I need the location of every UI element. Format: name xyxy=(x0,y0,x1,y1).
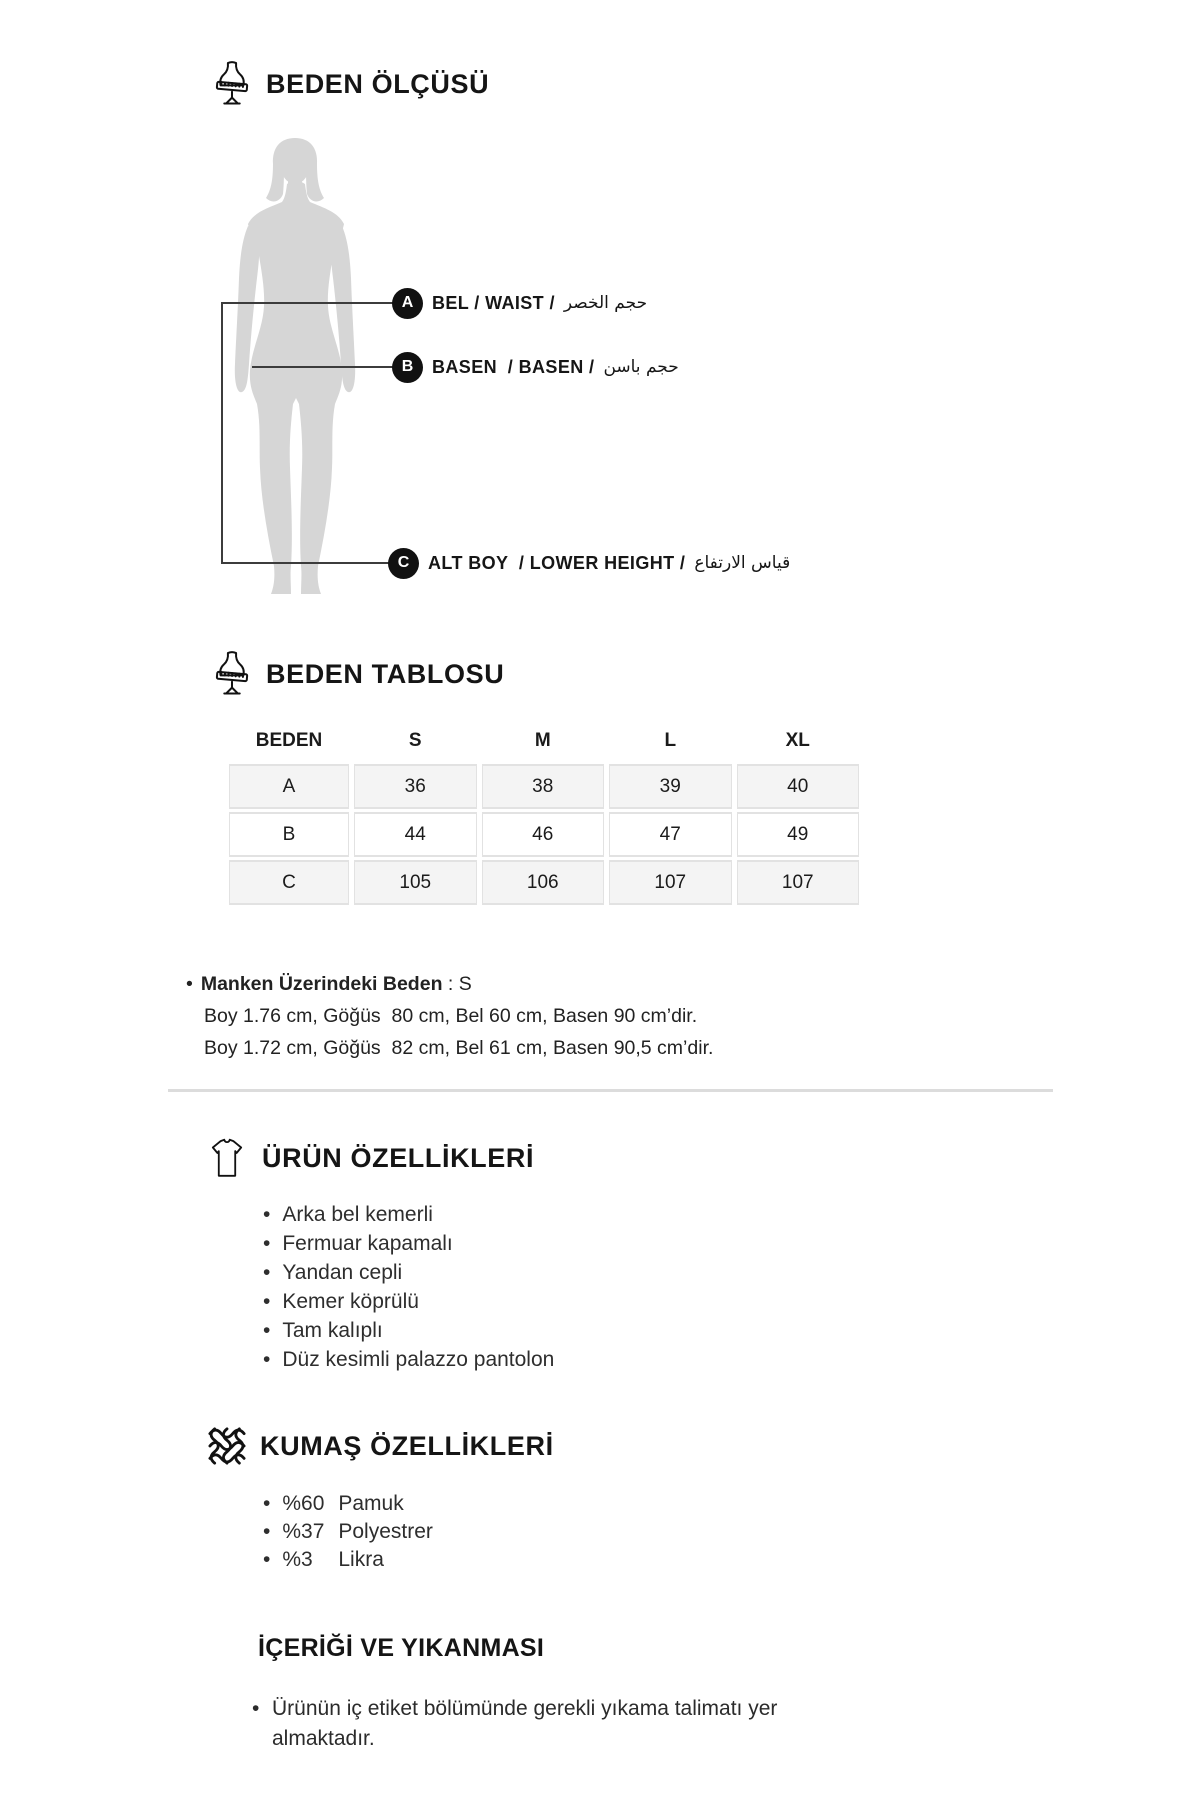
cell: 106 xyxy=(482,860,605,905)
cell: 105 xyxy=(354,860,477,905)
cell: 47 xyxy=(609,812,732,857)
measurement-label-waist xyxy=(392,287,647,319)
model-measurements-line: Boy 1.72 cm, Göğüs 82 cm, Bel 61 cm, Basen 90,5 cm’dir. xyxy=(204,1037,714,1059)
letter-badge-c: C xyxy=(388,548,419,579)
section-title: KUMAŞ ÖZELLİKLERİ xyxy=(260,1430,554,1461)
col-header: BEDEN xyxy=(229,721,349,761)
col-header: L xyxy=(609,721,732,761)
tshirt-icon xyxy=(206,1136,248,1180)
list-item xyxy=(263,1490,433,1518)
body-silhouette xyxy=(228,136,358,601)
fabric-weave-icon xyxy=(208,1426,246,1466)
size-table-heading xyxy=(212,650,504,698)
bracket-line xyxy=(221,302,223,564)
col-header: M xyxy=(482,721,605,761)
list-item xyxy=(263,1546,433,1574)
col-header: S xyxy=(354,721,477,761)
model-size-line: • Manken Üzerindeki Beden : S xyxy=(186,973,472,995)
measurement-label-lower-height xyxy=(388,547,790,579)
cell: 107 xyxy=(609,860,732,905)
model-size-label: Manken Üzerindeki Beden xyxy=(200,973,443,995)
fabric-percent: • %3 xyxy=(282,1548,313,1571)
fabric-features-list xyxy=(263,1490,433,1574)
model-size-value: : S xyxy=(442,973,472,995)
mannequin-icon xyxy=(212,60,252,108)
waist-line xyxy=(222,302,394,304)
hip-line xyxy=(252,366,394,368)
measure-label-arabic: حجم الخصر xyxy=(563,293,648,313)
section-divider xyxy=(168,1089,1053,1092)
care-heading: İÇERİĞİ VE YIKANMASI xyxy=(258,1634,545,1662)
col-header: XL xyxy=(737,721,860,761)
product-features-heading xyxy=(206,1136,534,1180)
letter-badge-a: A xyxy=(392,288,423,319)
measure-label: ALT BOY / LOWER HEIGHT / xyxy=(428,552,686,573)
list-item: • Arka bel kemerli xyxy=(263,1200,554,1229)
mannequin-icon xyxy=(212,650,252,698)
fabric-name: Pamuk xyxy=(338,1492,404,1515)
section-title: BEDEN TABLOSU xyxy=(266,658,505,689)
product-features-list xyxy=(263,1200,554,1374)
fabric-percent: • %37 xyxy=(282,1520,325,1543)
list-item: • Kemer köprülü xyxy=(263,1287,554,1316)
model-measurements-line: Boy 1.76 cm, Göğüs 80 cm, Bel 60 cm, Basen 90 cm’dir. xyxy=(204,1005,698,1027)
measure-label: BASEN / BASEN / xyxy=(432,356,595,377)
list-item: • Yandan cepli xyxy=(263,1258,554,1287)
table-row xyxy=(229,812,859,857)
model-size-info xyxy=(186,968,886,1064)
cell: 36 xyxy=(354,764,477,809)
cell: 49 xyxy=(737,812,860,857)
cell: 40 xyxy=(737,764,860,809)
care-text: • Ürünün iç etiket bölümünde gerekli yıkama talimatı yer almaktadır. xyxy=(272,1697,778,1750)
measurement-label-hip xyxy=(392,351,679,383)
list-item: • Düz kesimli palazzo pantolon xyxy=(263,1345,554,1374)
size-table-header-row xyxy=(229,721,859,761)
measure-label-arabic: قياس الارتفاع xyxy=(694,553,791,573)
letter-badge-b: B xyxy=(392,352,423,383)
lower-height-line xyxy=(222,562,392,564)
fabric-features-heading xyxy=(208,1426,554,1466)
list-item xyxy=(263,1518,433,1546)
section-title: BEDEN ÖLÇÜSÜ xyxy=(266,68,490,99)
measure-label: BEL / WAIST / xyxy=(432,292,555,313)
fabric-name: Polyestrer xyxy=(338,1520,433,1543)
cell: 107 xyxy=(737,860,860,905)
fabric-percent: • %60 xyxy=(282,1492,325,1515)
care-note xyxy=(252,1694,872,1754)
list-item: • Fermuar kapamalı xyxy=(263,1229,554,1258)
table-row xyxy=(229,860,859,905)
row-key: B xyxy=(229,812,349,857)
measure-label-arabic: حجم باسن xyxy=(603,357,679,377)
size-measure-heading xyxy=(212,60,489,108)
section-title: ÜRÜN ÖZELLİKLERİ xyxy=(262,1142,535,1173)
cell: 44 xyxy=(354,812,477,857)
row-key: A xyxy=(229,764,349,809)
cell: 38 xyxy=(482,764,605,809)
cell: 39 xyxy=(609,764,732,809)
list-item: • Tam kalıplı xyxy=(263,1316,554,1345)
table-row xyxy=(229,764,859,809)
cell: 46 xyxy=(482,812,605,857)
size-table xyxy=(224,718,864,908)
row-key: C xyxy=(229,860,349,905)
fabric-name: Likra xyxy=(338,1548,384,1571)
